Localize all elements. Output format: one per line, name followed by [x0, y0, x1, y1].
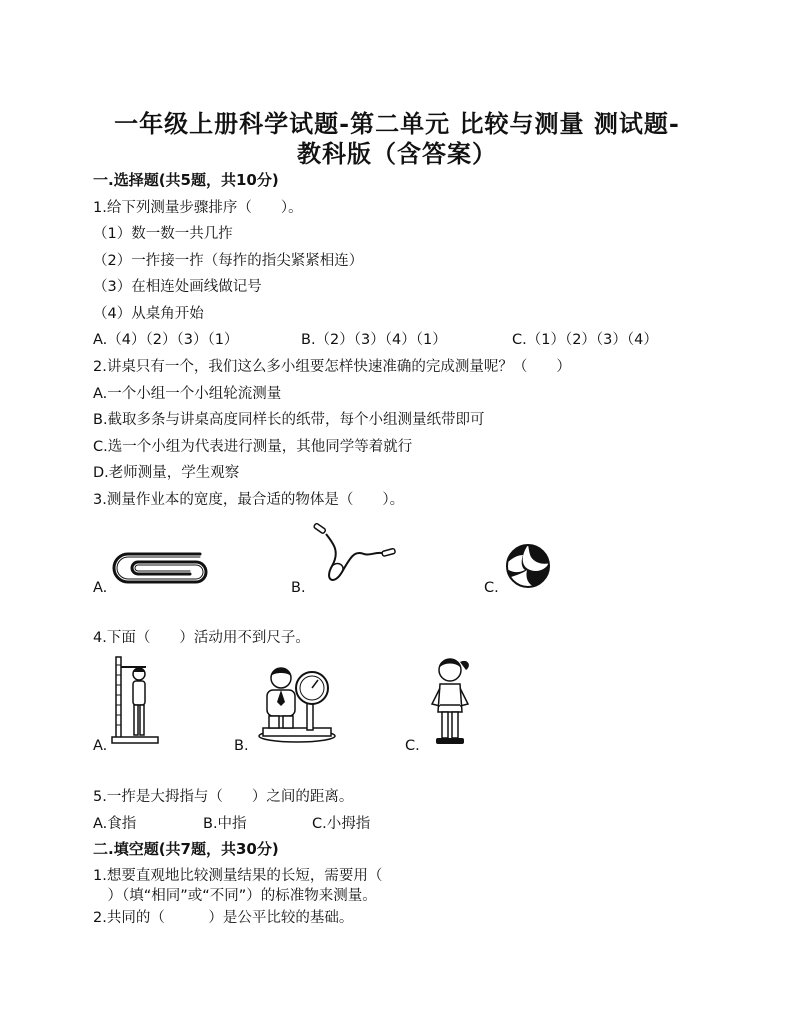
q1-step-2: （2）一拃接一拃（每拃的指尖紧紧相连） — [93, 253, 364, 269]
q1-step-1: （1）数一数一共几拃 — [93, 226, 233, 242]
q4-option-c: C. — [405, 738, 420, 754]
fill-q2: 2.共同的（ ）是公平比较的基础。 — [93, 910, 354, 926]
jump-rope-image — [312, 522, 398, 586]
height-measuring-image — [112, 655, 160, 745]
weighing-scale-icon — [255, 662, 335, 744]
q2-option-d: D.老师测量，学生观察 — [93, 465, 240, 481]
q1-option-b: B.（2）（3）（4）（1） — [301, 332, 447, 348]
section-heading-fill-blank: 二.填空题(共7题，共30分) — [93, 840, 279, 858]
q5-stem: 5.一拃是大拇指与（ ）之间的距离。 — [93, 789, 354, 805]
paperclip-image — [112, 550, 212, 586]
q2-option-c: C.选一个小组为代表进行测量，其他同学等着就行 — [93, 439, 413, 455]
q2-option-a: A.一个小组一个小组轮流测量 — [93, 386, 282, 402]
section-heading-choice: 一.选择题(共5题，共10分) — [93, 171, 279, 189]
q4-stem: 4.下面（ ）活动用不到尺子。 — [93, 630, 310, 646]
q2-stem: 2.讲桌只有一个，我们这么多小组要怎样快速准确的完成测量呢？（ ） — [93, 359, 571, 375]
q3-stem: 3.测量作业本的宽度，最合适的物体是（ ）。 — [93, 492, 405, 508]
q5-option-b: B.中指 — [203, 816, 247, 832]
girl-hand-span-image — [426, 654, 474, 746]
height-stand-icon — [112, 655, 160, 745]
q3-option-b: B. — [291, 580, 306, 596]
q3-option-c: C. — [484, 580, 499, 596]
q1-stem: 1.给下列测量步骤排序（ ）。 — [93, 200, 303, 216]
paperclip-icon — [112, 550, 212, 586]
q1-option-a: A.（4）（2）（3）（1） — [93, 332, 239, 348]
girl-figure-icon — [426, 654, 474, 746]
volleyball-icon — [505, 543, 551, 589]
volleyball-image — [505, 543, 551, 589]
q2-option-b: B.截取多条与讲桌高度同样长的纸带，每个小组测量纸带即可 — [93, 412, 485, 428]
page-title-line1: 一年级上册科学试题-第二单元 比较与测量 测试题- — [114, 109, 680, 138]
jump-rope-icon — [312, 522, 398, 586]
q1-option-c: C.（1）（2）（3）（4） — [512, 332, 658, 348]
fill-q1-line1: 1.想要直观地比较测量结果的长短，需要用（ — [93, 868, 426, 884]
q3-option-a: A. — [93, 580, 108, 596]
fill-q1-line2: ）（填“相同”或“不同”）的标准物来测量。 — [93, 888, 377, 904]
q4-option-b: B. — [234, 738, 249, 754]
q1-step-3: （3）在相连处画线做记号 — [93, 279, 262, 295]
q5-option-c: C.小拇指 — [312, 816, 371, 832]
q4-option-a: A. — [93, 738, 108, 754]
q1-step-4: （4）从桌角开始 — [93, 306, 204, 322]
page-title-line2: 教科版（含答案） — [297, 139, 497, 168]
q5-option-a: A.食指 — [93, 816, 137, 832]
weighing-scale-image — [255, 662, 335, 744]
